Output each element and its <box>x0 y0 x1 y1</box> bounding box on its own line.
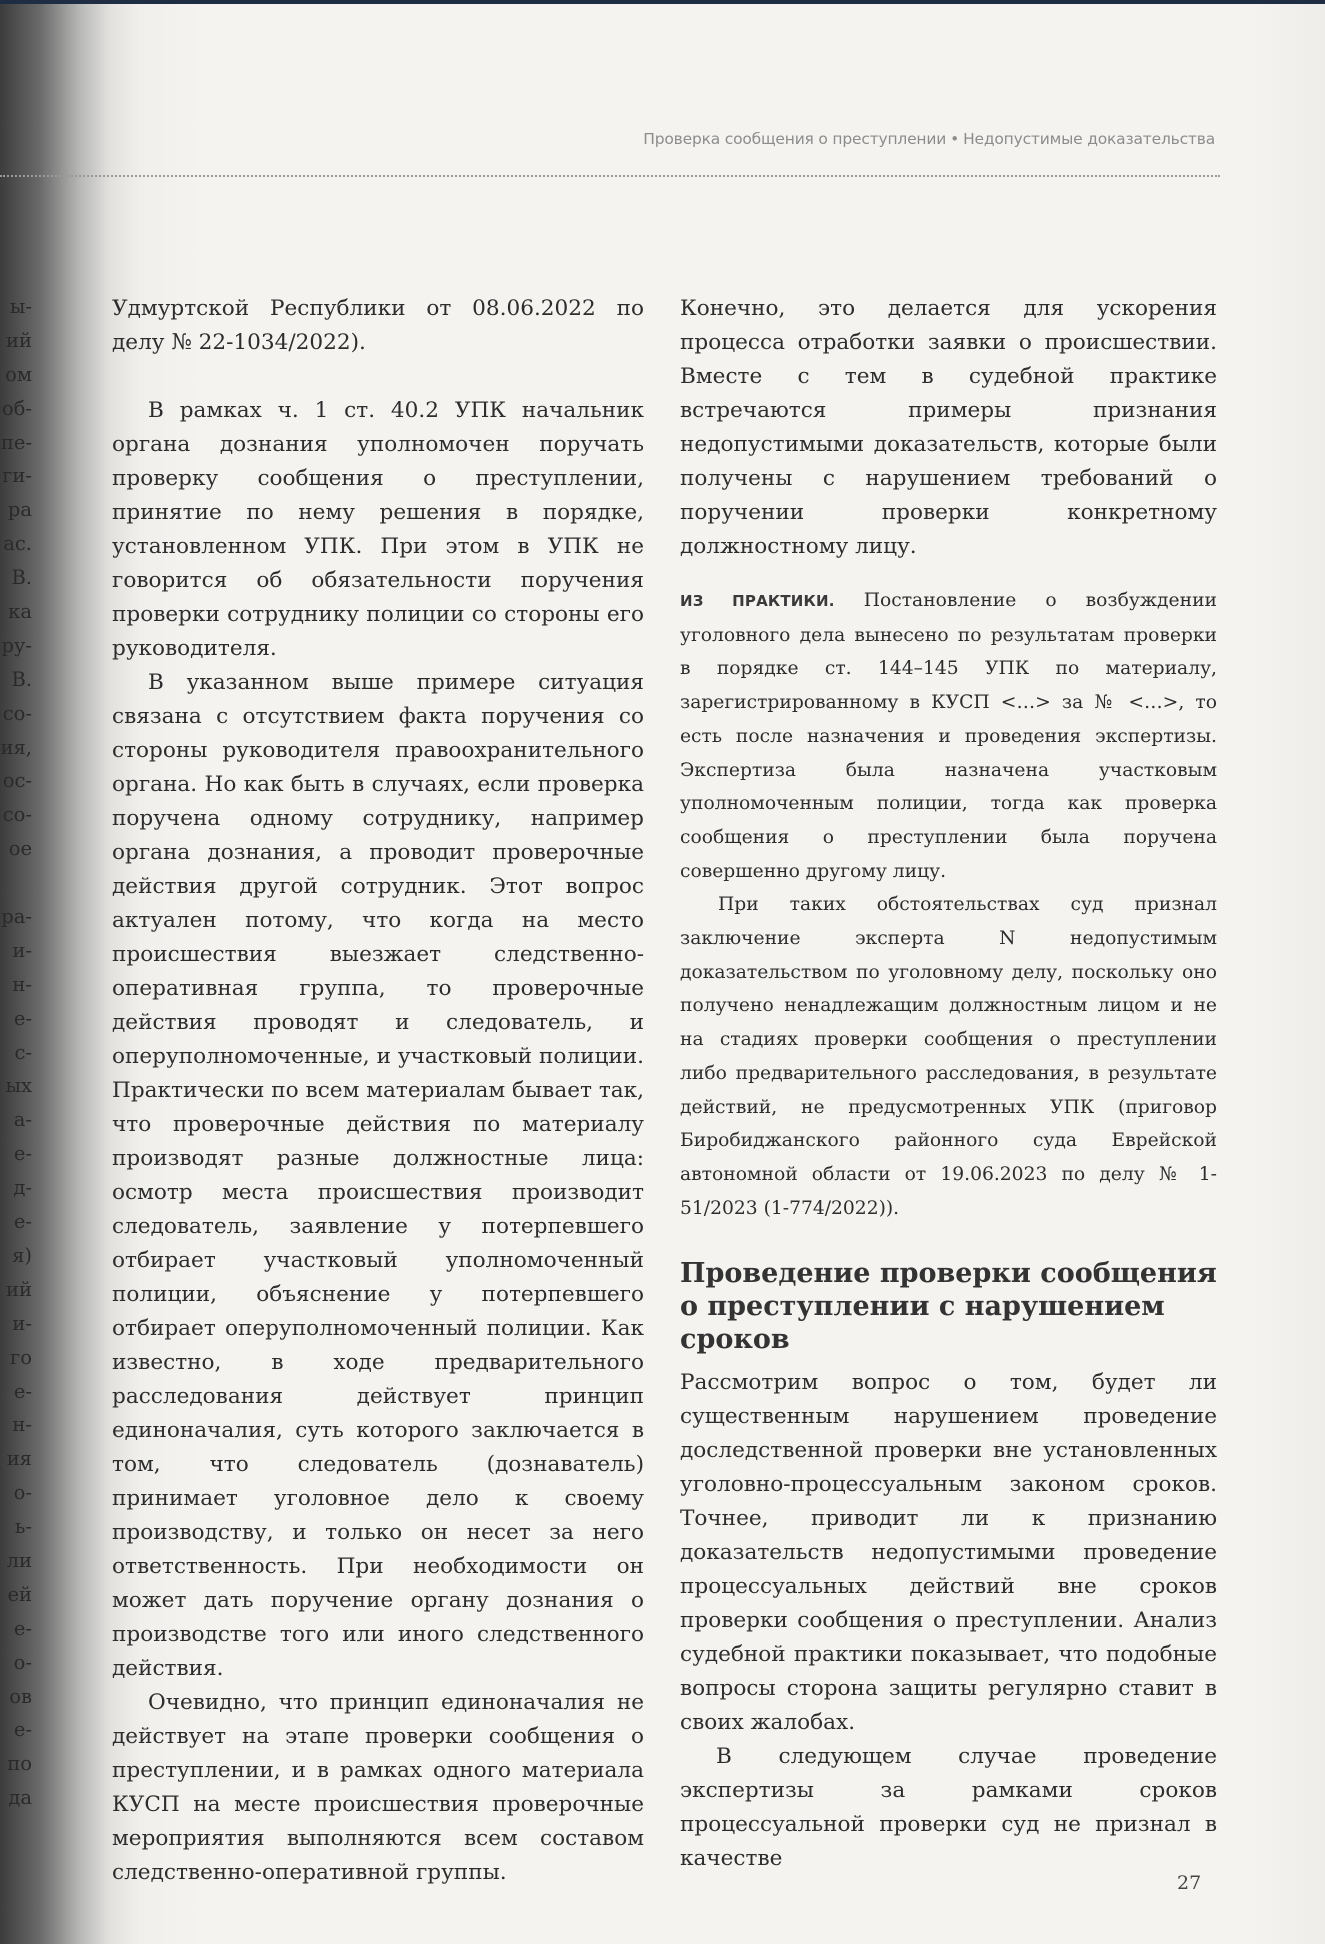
page-number: 27 <box>1177 1872 1202 1894</box>
edge-fragment: ы- <box>9 295 32 318</box>
edge-fragment: е- <box>13 1616 32 1640</box>
edge-fragment: е- <box>13 1379 32 1403</box>
edge-fragment: ия, <box>0 735 32 759</box>
edge-fragment: пе- <box>0 430 32 454</box>
edge-fragment: ра <box>7 498 32 522</box>
running-head <box>643 130 1215 148</box>
edge-fragment: и- <box>12 1311 32 1335</box>
right-column <box>680 292 1217 1876</box>
edge-fragment: ас. <box>3 532 32 556</box>
edge-fragment: да <box>8 1786 32 1810</box>
edge-fragment: об- <box>1 396 32 420</box>
edge-fragment: ру- <box>1 633 32 657</box>
edge-fragment: е- <box>13 1718 32 1742</box>
edge-fragment: ги- <box>2 464 32 488</box>
paragraph: В указанном выше примере ситуация связана с отсутствием факта поручения со стороны руководителя правоохранительного органа. Но как быть в случаях, если проверка поручена одному сотруднику, например органа дознания, а проводит проверочные действия другой сотрудник. Этот вопрос актуален потому, что когда на место происшествия выезжает следственно-оперативная группа, то проверочные действия проводят и следователь, и оперуполномоченные, и участковый полиции. Практически по всем материалам бывает так, что проверочные действия по материалу производят разные должностные лица: осмотр места происшествия производит следователь, заявление у потерпевшего отбирает участковый уполномоченный полиции, объяснение у потерпевшего отбирает оперуполномоченный полиции. Как известно, в ходе предварительного расследования действует принцип единоначалия, суть которого заключается в том, что следователь (дознаватель) принимает уголовное дело к своему производству, и только он несет за него ответственность. При необходимости он может дать поручение органу дознания о производстве того или иного следственного действия. <box>112 670 644 1681</box>
edge-fragment: с- <box>14 1040 32 1064</box>
edge-fragment: ли <box>6 1548 32 1572</box>
edge-fragment: В. <box>11 566 32 590</box>
practice-box <box>680 584 1217 1225</box>
edge-fragment: н- <box>12 972 32 996</box>
paragraph: Очевидно, что принцип единоначалия не действует на этапе проверки сообщения о преступлении, и в рамках одного материала КУСП на месте происшествия проверочные мероприятия выполняются всем составом следственно-оперативной группы. <box>112 1690 644 1885</box>
edge-fragment: ий <box>6 328 32 352</box>
practice-text-2: При таких обстоятельствах суд признал заключение эксперта N недопустимым доказательством по уголовному делу, поскольку оно получено ненадлежащим должностным лицом и не на стадиях проверки сообщения о преступлении либо предварительного расследования, в результате действий, не предусмотренных УПК (приговор Биробиджанского районного суда Еврейской автономной области от 19.06.2023 по делу № 1-51/2023 (1-774/2022)). <box>680 894 1217 1219</box>
edge-fragment: о- <box>13 1481 32 1505</box>
edge-fragment: о- <box>13 1650 32 1674</box>
edge-fragment: по <box>7 1752 32 1776</box>
edge-fragment <box>0 866 32 900</box>
edge-fragment: ка <box>8 600 32 624</box>
edge-fragment: го <box>10 1345 32 1369</box>
paragraph-gap <box>112 360 644 394</box>
paragraph: В следующем случае проведение экспертизы за рамками сроков процессуальной проверки суд не признал в качестве <box>680 1744 1217 1872</box>
edge-fragment: ых <box>5 1074 32 1098</box>
running-head-left: Проверка сообщения о преступлении <box>643 130 947 148</box>
edge-fragment: ов <box>9 1684 32 1708</box>
left-column <box>112 292 644 1890</box>
edge-fragment: а- <box>13 1108 32 1132</box>
edge-fragment: ь- <box>14 1515 32 1539</box>
edge-fragment: ое <box>8 837 32 861</box>
edge-fragment: ий <box>6 1277 32 1301</box>
section-heading: Проведение проверки сообщения о преступлении с нарушением сроков <box>680 1258 1217 1356</box>
edge-fragment: ия <box>6 1447 32 1471</box>
edge-fragment: е- <box>13 1142 32 1166</box>
practice-tag: ИЗ ПРАКТИКИ. <box>680 592 835 610</box>
edge-fragment: е- <box>13 1006 32 1030</box>
paragraph: Рассмотрим вопрос о том, будет ли существенным нарушением проведение доследственной проверки вне установленных уголовно-процессуальным законом сроков. Точнее, приводит ли к признанию доказательств недопустимыми проведение процессуальных действий вне сроков проверки сообщения о преступлении. Анализ судебной практики показывает, что подобные вопросы сторона защиты регулярно ставит в своих жалобах. <box>680 1370 1217 1736</box>
edge-fragment: я) <box>12 1243 32 1267</box>
edge-fragment: ей <box>7 1582 32 1606</box>
top-edge <box>0 0 1325 4</box>
edge-fragment: со- <box>2 803 32 827</box>
paragraph: В рамках ч. 1 ст. 40.2 УПК начальник органа дознания уполномочен поручать проверку сообщения о преступлении, принятие по нему решения в порядке, установленном УПК. При этом в УПК не говорится об обязательности поручения проверки сотруднику полиции со стороны его руководителя. <box>112 398 644 661</box>
edge-fragment: В. <box>11 667 32 691</box>
edge-fragment: е- <box>13 1210 32 1234</box>
paragraph-case-ref: Удмуртской Республики от 08.06.2022 по делу № 22-1034/2022). <box>112 296 644 355</box>
running-head-right: Недопустимые доказательства <box>963 130 1215 148</box>
edge-fragment: ом <box>5 362 32 386</box>
header-dotted-rule <box>0 175 1220 177</box>
paragraph: Конечно, это делается для ускорения процесса отработки заявки о происшествии. Вместе с тем в судебной практике встречаются примеры признания недопустимыми доказательств, которые были получены с нарушением требований о поручении проверки конкретному должностному лицу. <box>680 296 1217 559</box>
edge-fragment: ра- <box>1 905 32 929</box>
practice-text: Постановление о возбуждении уголовного дела вынесено по результатам проверки в порядке ст. 144–145 УПК по материалу, зарегистрированному в КУСП <…> за № <…>, то есть после назначения и проведения экспертизы. Экспертиза была назначена участковым уполномоченным полиции, тогда как проверка сообщения о преступлении была поручена совершенно другому лицу. <box>680 590 1217 882</box>
running-head-separator: • <box>950 130 960 148</box>
edge-fragment: н- <box>12 1413 32 1437</box>
edge-fragment: д- <box>13 1176 32 1200</box>
edge-fragment: ос- <box>2 769 32 793</box>
previous-page-edge <box>0 290 32 1815</box>
edge-fragment: со- <box>2 701 32 725</box>
edge-fragment: и- <box>12 938 32 962</box>
